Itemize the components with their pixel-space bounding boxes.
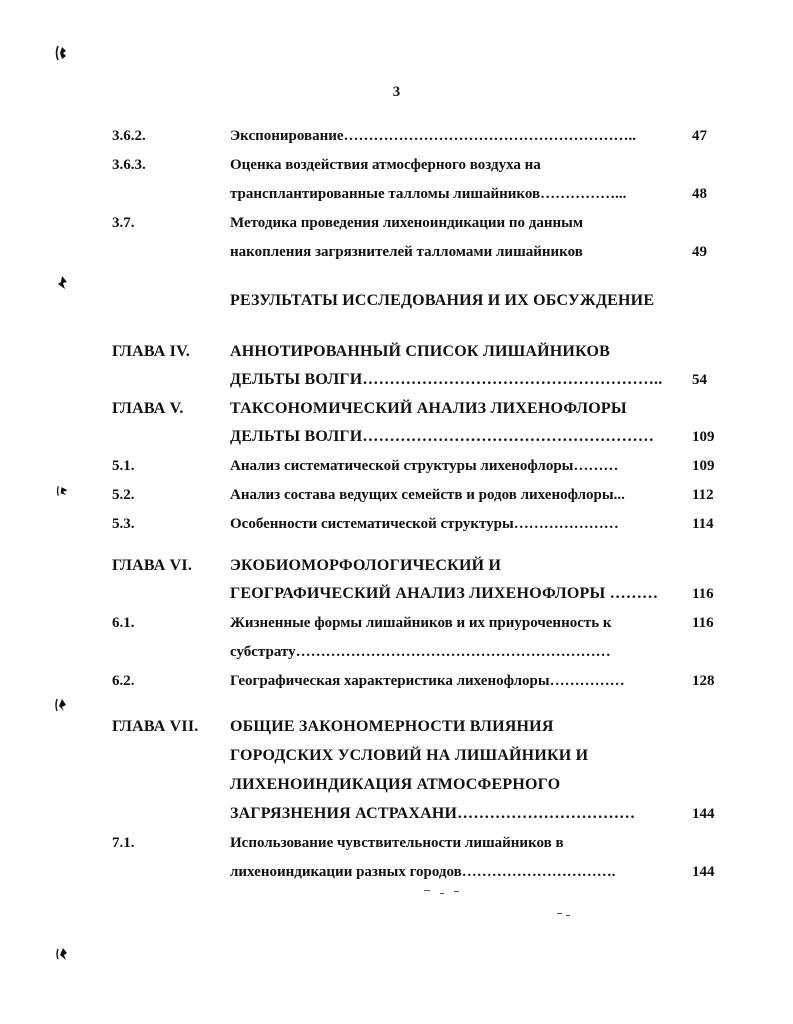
toc-title: Использование чувствительности лишайников в [230,835,564,851]
scan-mark-icon [54,44,68,62]
toc-number: 3.6.3. [112,157,146,173]
toc-title: ЗАГРЯЗНЕНИЯ АСТРАХАНИ…………………………… [230,805,636,822]
toc-title: Анализ состава ведущих семейств и родов лихенофлоры... [230,487,625,503]
toc-page: 47 [692,128,707,144]
toc-title: ЛИХЕНОИНДИКАЦИЯ АТМОСФЕРНОГО [230,776,561,793]
toc-number: ГЛАВА VI. [112,557,193,574]
toc-page: 109 [692,458,715,474]
toc-title: ТАКСОНОМИЧЕСКИЙ АНАЛИЗ ЛИХЕНОФЛОРЫ [230,400,627,417]
toc-number: 6.2. [112,673,135,689]
toc-page: 48 [692,186,707,202]
toc-title: Особенности систематической структуры………………… [230,516,619,532]
toc-page: 116 [692,615,714,631]
toc-number: 5.1. [112,458,135,474]
scan-speck [454,891,459,892]
toc-title: ДЕЛЬТЫ ВОЛГИ……………………………………………….. [230,371,663,388]
toc-number: 3.6.2. [112,128,146,144]
toc-number: ГЛАВА V. [112,400,184,417]
scan-speck [440,893,444,894]
toc-page: 128 [692,673,715,689]
toc-title: Анализ систематической структуры лихенофлоры……… [230,458,619,474]
toc-title: Жизненные формы лишайников и их приуроченность к [230,615,612,631]
toc-title: Экспонирование………………………………………………….. [230,128,637,144]
scan-speck [424,890,430,891]
toc-title: Оценка воздействия атмосферного воздуха на [230,157,541,173]
toc-number: 7.1. [112,835,135,851]
toc-page: 112 [692,487,714,503]
toc-title: трансплантированные талломы лишайников……………... [230,186,627,202]
toc-number: 5.2. [112,487,135,503]
toc-number: 3.7. [112,215,135,231]
toc-page: 109 [692,429,715,445]
toc-number: ГЛАВА VII. [112,718,199,735]
scan-mark-icon [55,274,69,292]
toc-title: накопления загрязнителей талломами лишайников [230,244,583,260]
toc-title: субстрату……………………………………………………… [230,644,611,660]
toc-title: Географическая характеристика лихенофлоры…………… [230,673,625,689]
toc-title: лихеноиндикации разных городов…………………………. [230,864,616,880]
toc-title: Методика проведения лихеноиндикации по данным [230,215,584,231]
toc-page: 49 [692,244,707,260]
scan-mark-icon [56,482,70,500]
page-number: 3 [392,84,401,100]
toc-page: 54 [692,372,707,388]
scan-mark-icon [54,696,68,714]
scan-speck [557,913,562,914]
toc-page: 144 [692,864,715,880]
scan-mark-icon [55,945,69,963]
toc-page: 114 [692,516,714,532]
toc-number: 5.3. [112,516,135,532]
scan-speck [566,915,570,916]
toc-title: ЭКОБИОМОРФОЛОГИЧЕСКИЙ И [230,557,502,574]
toc-title: ОБЩИЕ ЗАКОНОМЕРНОСТИ ВЛИЯНИЯ [230,718,554,735]
toc-page: 144 [692,806,715,822]
toc-number: 6.1. [112,615,135,631]
section-heading: РЕЗУЛЬТАТЫ ИССЛЕДОВАНИЯ И ИХ ОБСУЖДЕНИЕ [230,292,655,309]
toc-number: ГЛАВА IV. [112,343,190,360]
toc-title: АННОТИРОВАННЫЙ СПИСОК ЛИШАЙНИКОВ [230,343,610,360]
toc-title: ДЕЛЬТЫ ВОЛГИ……………………………………………… [230,428,655,445]
toc-title: ГОРОДСКИХ УСЛОВИЙ НА ЛИШАЙНИКИ И [230,747,589,764]
toc-page: 116 [692,586,714,602]
toc-title: ГЕОГРАФИЧЕСКИЙ АНАЛИЗ ЛИХЕНОФЛОРЫ ……… [230,585,659,602]
